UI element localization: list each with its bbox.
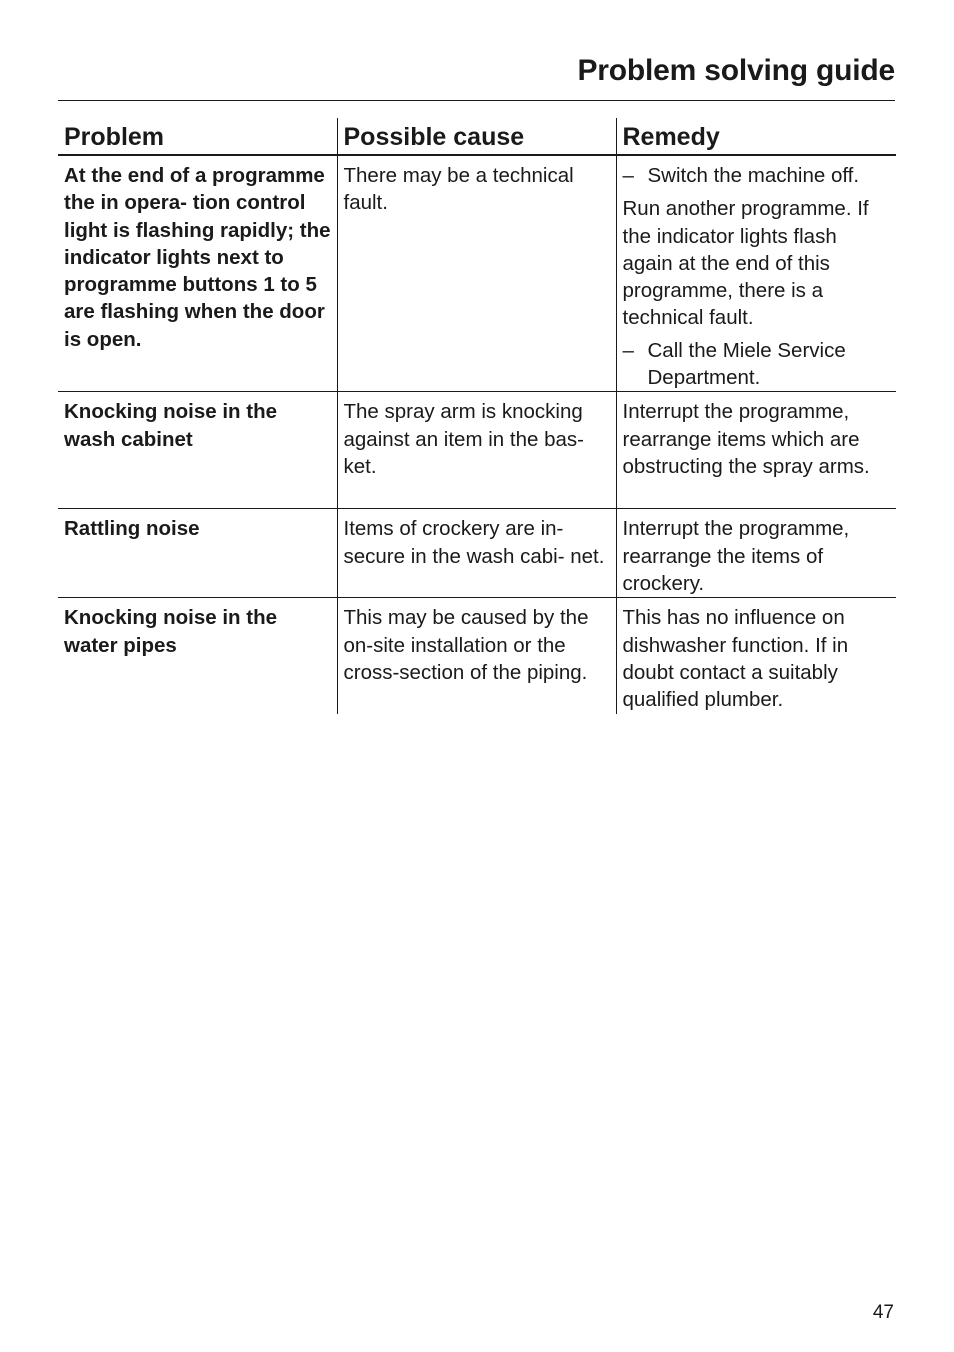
table-header-row xyxy=(58,118,896,155)
table-row xyxy=(58,392,896,509)
table-row xyxy=(58,598,896,714)
problem-cell: Knocking noise in the wash cabinet xyxy=(58,392,337,509)
column-header-problem: Problem xyxy=(58,118,337,155)
table-row xyxy=(58,509,896,598)
remedy-bullet xyxy=(623,162,892,189)
page-title: Problem solving guide xyxy=(577,54,895,87)
problem-cell: Rattling noise xyxy=(58,509,337,598)
problem-cell: At the end of a programme the in opera- tion control light is flashing rapidly; the indicator lights next to programme buttons 1 to 5 are flashing when the door is open. xyxy=(58,155,337,392)
column-header-cause: Possible cause xyxy=(337,118,616,155)
cause-cell: This may be caused by the on-site installation or the cross-section of the piping. xyxy=(337,598,616,714)
dash-bullet-marker: – xyxy=(622,338,634,362)
cause-cell: Items of crockery are in- secure in the wash cabi- net. xyxy=(337,509,616,598)
problem-cell: Knocking noise in the water pipes xyxy=(64,606,277,657)
remedy-bullet-text: Call the Miele Service Department. xyxy=(647,338,846,390)
cause-cell: The spray arm is knocking against an item in the bas- ket. xyxy=(337,392,616,509)
remedy-cell: This has no influence on dishwasher function. If in doubt contact a suitably qualified plumber. xyxy=(616,598,896,714)
remedy-bullet xyxy=(623,337,892,392)
problem-solving-table xyxy=(58,118,896,714)
remedy-text: Run another programme. If the indicator lights flash again at the end of this programme, there is a technical fault. xyxy=(622,197,869,330)
table-row xyxy=(58,155,896,392)
dash-bullet-marker: – xyxy=(622,164,634,187)
title-divider xyxy=(58,100,895,101)
remedy-cell xyxy=(616,155,896,392)
remedy-bullet-text: Switch the machine off. xyxy=(647,164,860,187)
page-number: 47 xyxy=(872,1302,894,1323)
remedy-cell: Interrupt the programme, rearrange items which are obstructing the spray arms. xyxy=(616,392,896,509)
remedy-cell: Interrupt the programme, rearrange the items of crockery. xyxy=(616,509,896,598)
cause-cell: There may be a technical fault. xyxy=(337,155,616,392)
column-header-remedy: Remedy xyxy=(616,118,896,155)
